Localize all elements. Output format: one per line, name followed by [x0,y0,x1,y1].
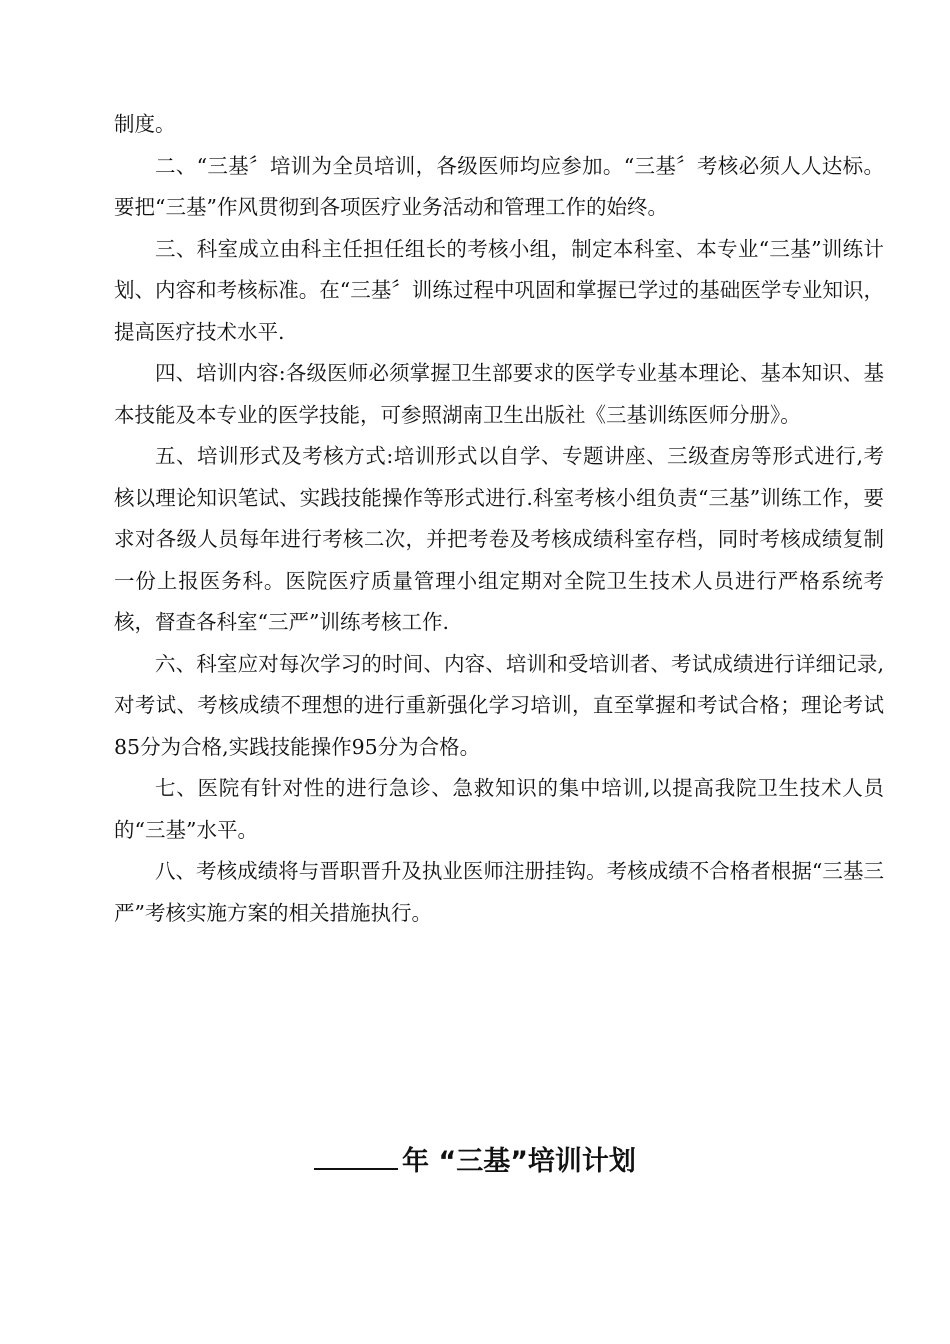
paragraph-item-8: 八、考核成绩将与晋职晋升及执业医师注册挂钩。考核成绩不合格者根据“三基三严”考核实施方案的相关措施执行。 [114,859,884,925]
paragraph-item-5: 五、培训形式及考核方式:培训形式以自学、专题讲座、三级查房等形式进行,考核以理论知识笔试、实践技能操作等形式进行.科室考核小组负责“三基”训练工作，要求对各级人员每年进行考核二次，并把考卷及考核成绩科室存档，同时考核成绩复制一份上报医务科。医院医疗质量管理小组定期对全院卫生技术人员进行严格系统考核，督查各科室“三严”训练考核工作. [114,444,884,634]
year-blank-line [314,1138,398,1170]
plan-title-text: 年 “三基”培训计划 [402,1146,636,1177]
paragraph-item-4: 四、培训内容:各级医师必须掌握卫生部要求的医学专业基本理论、基本知识、基本技能及本专业的医学技能，可参照湖南卫生出版社《三基训练医师分册》。 [114,361,884,427]
paragraph-item-3: 三、科室成立由科主任担任组长的考核小组，制定本科室、本专业“三基”训练计划、内容和考核标准。在“三基〞训练过程中巩固和掌握已学过的基础医学专业知识，提高医疗技术水平. [114,236,884,344]
plan-title [0,1138,950,1184]
paragraph-item-2: 二、“三基〞培训为全员培训，各级医师均应参加。“三基〞考核必须人人达标。要把“三基”作风贯彻到各项医疗业务活动和管理工作的始终。 [114,153,884,219]
paragraph-continuation: 制度。 [114,112,176,136]
paragraph-item-7: 七、医院有针对性的进行急诊、急救知识的集中培训,以提高我院卫生技术人员的“三基”水平。 [114,776,884,842]
body-text [114,104,884,934]
paragraph-item-6: 六、科室应对每次学习的时间、内容、培训和受培训者、考试成绩进行详细记录,对考试、考核成绩不理想的进行重新强化学习培训，直至掌握和考试合格；理论考试85分为合格,实践技能操作95分为合格。 [114,651,884,759]
